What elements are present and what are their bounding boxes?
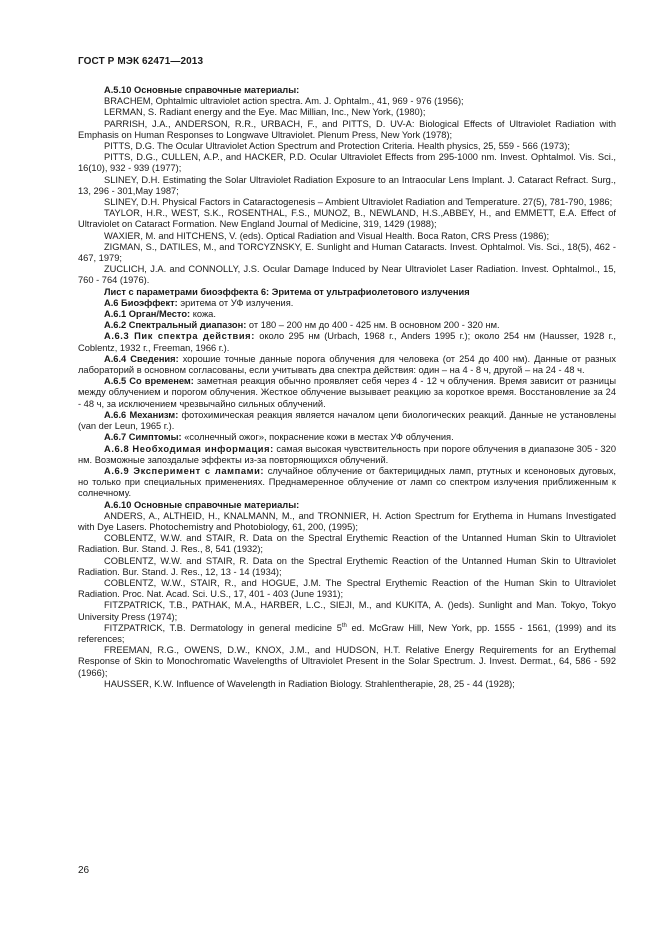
param-a67 <box>78 432 616 443</box>
param-text: случайное облучение от бактерицидных ламп, ртутных и ксеноновых дуговых, но только при специальных применениях. Преднамеренное облучение от ламп со спектром излучения приближенным к солнечному. <box>78 465 616 499</box>
reference-item: COBLENTZ, W.W. and STAIR, R. Data on the Spectral Erythemic Reaction of the Untanned Human Skin to Ultraviolet Radiation. Bur. Stand. J. Res., 12, 13 - 14 (1934); <box>78 555 616 577</box>
reference-item: PITTS, D.G. The Ocular Ultraviolet Action Spectrum and Protection Criteria. Health physics, 25, 559 - 566 (1973); <box>104 141 570 152</box>
param-text: от 180 – 200 нм до 400 - 425 нм. В основном 200 - 320 нм. <box>246 320 500 331</box>
document-body <box>78 85 616 690</box>
reference-item: ZIGMAN, S., DATILES, M., and TORCYZNSKY, E. Sunlight and Human Cataracts. Invest. Ophtalmol. Vis. Sci., 18(5), 462 - 467, 1979; <box>78 241 616 264</box>
section-heading-a610: А.6.10 Основные справочные материалы: <box>104 499 300 510</box>
param-text: фотохимическая реакция является началом цепи биологических реакций. Данные не установлены (van der Leun, 1965 г.). <box>78 409 616 432</box>
param-label: А.6.9 Эксперимент с лампами: <box>104 465 265 476</box>
reference-item: WAXIER, M. and HITCHENS, V. (eds). Optical Radiation and Visual Health. Boca Raton, CRS Press (1986); <box>104 230 550 241</box>
reference-item: FREEMAN, R.G., OWENS, D.W., KNOX, J.M., and HUDSON, H.T. Relative Energy Requirements for an Erythemal Response of Skin to Monochromatic Wavelengths of Ultraviolet Present in the Solar Spectrum. J. Invest. Dermat., 64, 586 - 592 (1966); <box>78 645 616 678</box>
reference-item: BRACHEM, Ophtalmic ultraviolet action spectra. Am. J. Ophtalm., 41, 969 - 976 (1956); <box>104 96 464 107</box>
param-label: А.6.6 Механизм: <box>104 409 179 420</box>
param-text: заметная реакция обычно проявляет себя через 4 - 12 ч облучения. Время зависит от разницы между облучением и порогом облучения. Жесткое облучение вызывает реакцию за короткое время. Восстановление за 24 - 48 ч, за исключением чрезвычайно сильных облучений. <box>78 376 616 409</box>
param-label: А.6.5 Со временем: <box>104 376 194 387</box>
param-label: А.6.3 Пик спектра действия: <box>104 331 255 342</box>
reference-item <box>78 623 616 645</box>
param-label: А.6.7 Симптомы: <box>104 432 182 443</box>
param-label: А.6.2 Спектральный диапазон: <box>104 320 247 331</box>
standard-header: ГОСТ Р МЭК 62471—2013 <box>78 56 204 67</box>
sheet-title: Лист с параметрами биоэффекта 6: Эритема от ультрафиолетового излучения <box>104 286 470 297</box>
ref-text: ed. McGraw Hill, New York, pp. 1555 - 1561, (1999) and its references; <box>78 622 616 644</box>
param-a6 <box>78 298 616 309</box>
reference-item: COBLENTZ, W.W. and STAIR, R. Data on the Spectral Erythemic Reaction of the Untanned Human Skin to Ultraviolet Radiation. Bur. Stand. J. Res., 8, 541 (1932); <box>78 533 616 555</box>
reference-item: FITZPATRICK, T.B., PATHAK, M.A., HARBER, L.C., SIEJI, M., and KUKITA, A. ()eds). Sunlight and Man. Tokyo, Tokyo University Press (1974); <box>78 600 616 622</box>
param-a66 <box>78 410 616 432</box>
reference-item: COBLENTZ, W.W., STAIR, R., and HOGUE, J.M. The Spectral Erythemic Reaction of the Human Skin to Ultraviolet Radiation. Proc. Nat. Acad. Sci. U.S., 17, 401 - 403 (June 1931); <box>78 577 616 600</box>
param-a63 <box>78 331 616 353</box>
param-text: «солнечный ожог», покраснение кожи в местах УФ облучения. <box>181 432 454 443</box>
param-label: А.6.8 Необходимая информация: <box>104 443 274 454</box>
reference-item: HAUSSER, K.W. Influence of Wavelength in Radiation Biology. Strahlentherapie, 28, 25 - 44 (1928); <box>104 678 515 689</box>
param-label: А.6 Биоэффект: <box>104 297 178 308</box>
param-text: хорошие точные данные порога облучения для человека (от 254 до 400 нм). Данные от разных лабораторий в основном согласованы, если учитывать два спектра действия: один – на 4 - 8 ч, другой – на 24 - 48 ч. <box>78 353 616 376</box>
param-a68 <box>78 444 616 466</box>
reference-item: LERMAN, S. Radiant energy and the Eye. Mac Millian, Inc., New York, (1980); <box>104 107 426 118</box>
reference-item: SLINEY, D.H. Estimating the Solar Ultraviolet Radiation Exposure to an Intraocular Lens Implant. J. Cataract Refract. Surg., 13, 296 - 301,May 1987; <box>78 174 616 196</box>
reference-item: ZUCLICH, J.A. and CONNOLLY, J.S. Ocular Damage Induced by Near Ultraviolet Laser Radiation. Invest. Ophtalmol., 15, 760 - 764 (1976). <box>78 264 616 286</box>
param-text: около 295 нм (Urbach, 1968 г., Anders 1995 г.); около 254 нм (Hausser, 1928 г., Coblentz, 1932 г., Freeman, 1966 г.). <box>78 331 616 353</box>
section-heading-a510: А.5.10 Основные справочные материалы: <box>104 85 300 95</box>
reference-item: SLINEY, D.H. Physical Factors in Cataractogenesis – Ambient Ultraviolet Radiation and Temperature. 27(5), 781-790, 1986; <box>104 197 613 208</box>
ref-superscript: th <box>341 622 347 629</box>
param-text: кожа. <box>190 309 216 320</box>
reference-item: PARRISH, J.A., ANDERSON, R.R., URBACH, F., and PITTS, D. UV-A: Biological Effects of Ultraviolet Radiation with Emphasis on Human Responses to Longwave Ultraviolet. Plenum Press, New York (1978); <box>78 118 616 140</box>
reference-item: ANDERS, A., ALTHEID, H., KNALMANN, M., and TRONNIER, H. Action Spectrum for Erythema in Humans Investigated with Dye Lasers. Photochemistry and Photobiology, 61, 200, (1995); <box>78 510 616 532</box>
param-a64 <box>78 354 616 376</box>
param-a62 <box>78 320 616 331</box>
page-number: 26 <box>78 865 90 876</box>
reference-item: TAYLOR, H.R., WEST, S.K., ROSENTHAL, F.S., MUNOZ, B., NEWLAND, H.S.,ABBEY, H., and EMMETT, E.A. Effect of Ultraviolet on Cataract Formation. New England Journal of Medicine, 319, 1429 (1988); <box>78 208 616 230</box>
param-text: самая высокая чувствительность при пороге облучения в диапазоне 305 - 320 нм. Возможные запоздалые эффекты из-за повторяющихся облучений. <box>78 443 616 465</box>
param-label: А.6.1 Орган/Место: <box>104 309 191 320</box>
param-label: А.6.4 Сведения: <box>104 353 179 364</box>
ref-text: FITZPATRICK, T.B. Dermatology in general medicine 5 <box>104 622 342 633</box>
param-a65 <box>78 376 616 410</box>
reference-item: PITTS, D.G., CULLEN, A.P., and HACKER, P.D. Ocular Ultraviolet Effects from 295-1000 nm. Invest. Ophtalmol. Vis. Sci., 16(10), 932 - 939 (1977); <box>78 152 616 174</box>
param-a61 <box>78 309 616 320</box>
param-text: эритема от УФ излучения. <box>177 297 294 308</box>
param-a69 <box>78 466 616 500</box>
